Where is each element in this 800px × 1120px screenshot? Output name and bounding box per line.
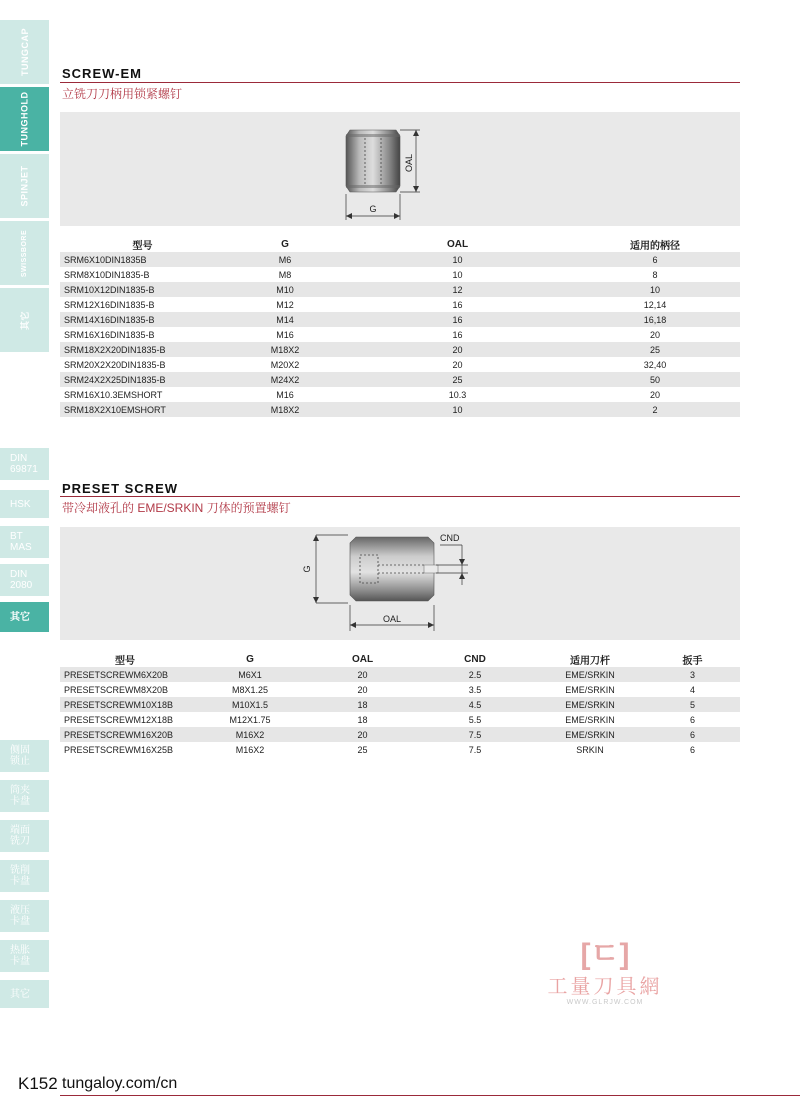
side-tab-swissbore[interactable]: SWISSBORE bbox=[0, 221, 49, 285]
page-number: K152 bbox=[18, 1074, 58, 1093]
table-row: PRESETSCREWM8X20B M8X1.25 20 3.5 EME/SRKIN 4 bbox=[64, 684, 695, 695]
dim-g-label: G bbox=[369, 204, 377, 214]
watermark-url: WWW.GLRJW.COM bbox=[566, 999, 644, 1006]
table-row: PRESETSCREWM16X20B M16X2 20 7.5 EME/SRKIN 6 bbox=[60, 727, 740, 742]
table-row: SRM20X2X20DIN1835-B M20X2 20 32,40 bbox=[64, 359, 667, 370]
table-row: SRM12X16DIN1835-B M12 16 12,14 bbox=[64, 299, 667, 310]
side-tab-tungcap[interactable]: TUNGCAP bbox=[0, 20, 49, 84]
side-tab-face-mill[interactable]: 端面 铣刀 bbox=[0, 820, 49, 852]
table-row: SRM18X2X10EMSHORT M18X2 10 2 bbox=[60, 402, 740, 417]
watermark bbox=[520, 940, 690, 1006]
footer-rule bbox=[60, 1095, 800, 1096]
table-row: SRM14X16DIN1835-B M14 16 16,18 bbox=[60, 312, 740, 327]
screw-body bbox=[346, 130, 400, 192]
section1-rule bbox=[60, 82, 740, 83]
side-tab-din69871[interactable]: DIN 69871 bbox=[0, 448, 49, 480]
section2-title: PRESET SCREW bbox=[62, 481, 179, 496]
dim-g-label: G bbox=[302, 565, 312, 573]
table-row: PRESETSCREWM6X20B M6X1 20 2.5 EME/SRKIN 3 bbox=[60, 667, 740, 682]
col-header: OAL bbox=[446, 238, 469, 250]
section2-figure bbox=[60, 527, 740, 640]
table-row: SRM8X10DIN1835-B M8 10 8 bbox=[64, 269, 658, 280]
section2-subtitle: 带冷却液孔的 EME/SRKIN 刀体的预置螺钉 bbox=[62, 501, 291, 515]
table-row: PRESETSCREWM10X18B M10X1.5 18 4.5 EME/SRKIN 5 bbox=[60, 697, 740, 712]
preset-screw-body bbox=[350, 537, 434, 601]
col-header: OAL bbox=[351, 653, 374, 665]
section1-table bbox=[60, 236, 740, 417]
table-row: SRM16X10.3EMSHORT M16 10.3 20 bbox=[64, 389, 660, 400]
side-tab-side-lock[interactable]: 侧固 锁止 bbox=[0, 740, 49, 772]
table-row: SRM16X16DIN1835-B M16 16 20 bbox=[64, 329, 660, 340]
side-tab-hydraulic-chuck[interactable]: 液压 卡盘 bbox=[0, 900, 49, 932]
watermark-text: 工量刀具網 bbox=[547, 976, 663, 998]
dim-cnd-label: CND bbox=[440, 533, 460, 543]
section2-rule bbox=[60, 496, 740, 497]
table-row: SRM6X10DIN1835B M6 10 6 bbox=[60, 252, 740, 267]
side-tab-shrink-chuck[interactable]: 热胀 卡盘 bbox=[0, 940, 49, 972]
dim-oal-label: OAL bbox=[404, 153, 414, 173]
col-header: 型号 bbox=[115, 655, 135, 667]
col-header: 适用的柄径 bbox=[630, 240, 680, 252]
col-header: 型号 bbox=[132, 240, 153, 252]
side-tab-other-top[interactable]: 其它 bbox=[0, 288, 49, 352]
side-tab-hsk[interactable]: HSK bbox=[0, 490, 49, 518]
side-tab-collet-chuck[interactable]: 筒夹 卡盘 bbox=[0, 780, 49, 812]
preset-screw-drawing bbox=[60, 527, 740, 640]
table-header bbox=[60, 651, 740, 667]
table-header bbox=[60, 236, 740, 252]
table-row: PRESETSCREWM16X25B M16X2 25 7.5 SRKIN 6 bbox=[64, 744, 695, 755]
col-header: CND bbox=[464, 653, 486, 665]
col-header: 适用刀杆 bbox=[570, 655, 610, 667]
table-row: PRESETSCREWM12X18B M12X1.75 18 5.5 EME/SRKIN 6 bbox=[64, 714, 695, 725]
side-tab-bt-mas[interactable]: BT MAS bbox=[0, 526, 49, 558]
side-tab-milling-chuck[interactable]: 铣削 卡盘 bbox=[0, 860, 49, 892]
section1-figure bbox=[60, 112, 740, 226]
screw-em-drawing bbox=[60, 112, 740, 226]
section1-title: SCREW-EM bbox=[62, 66, 142, 81]
side-tab-other-mid[interactable]: 其它 bbox=[0, 602, 49, 632]
section2-table bbox=[60, 651, 740, 757]
coolant-slot bbox=[424, 565, 438, 573]
side-tab-other-bottom[interactable]: 其它 bbox=[0, 980, 49, 1008]
section1-subtitle: 立铣刀刀柄用锁紧螺钉 bbox=[62, 87, 183, 101]
side-tab-tunghold[interactable]: TUNGHOLD bbox=[0, 87, 49, 151]
table-row: SRM18X2X20DIN1835-B M18X2 20 25 bbox=[60, 342, 740, 357]
col-header: G bbox=[246, 653, 254, 665]
dim-oal-label: OAL bbox=[382, 614, 402, 624]
col-header: 扳手 bbox=[682, 655, 703, 667]
table-row: SRM24X2X25DIN1835-B M24X2 25 50 bbox=[60, 372, 740, 387]
footer-website[interactable]: tungaloy.com/cn bbox=[62, 1075, 178, 1092]
side-tab-din2080[interactable]: DIN 2080 bbox=[0, 564, 49, 596]
col-header: G bbox=[281, 238, 289, 250]
watermark-logo-icon: [ㄷ] bbox=[580, 938, 630, 971]
side-tab-spinjet[interactable]: SPINJET bbox=[0, 154, 49, 218]
table-row: SRM10X12DIN1835-B M10 12 10 bbox=[60, 282, 740, 297]
